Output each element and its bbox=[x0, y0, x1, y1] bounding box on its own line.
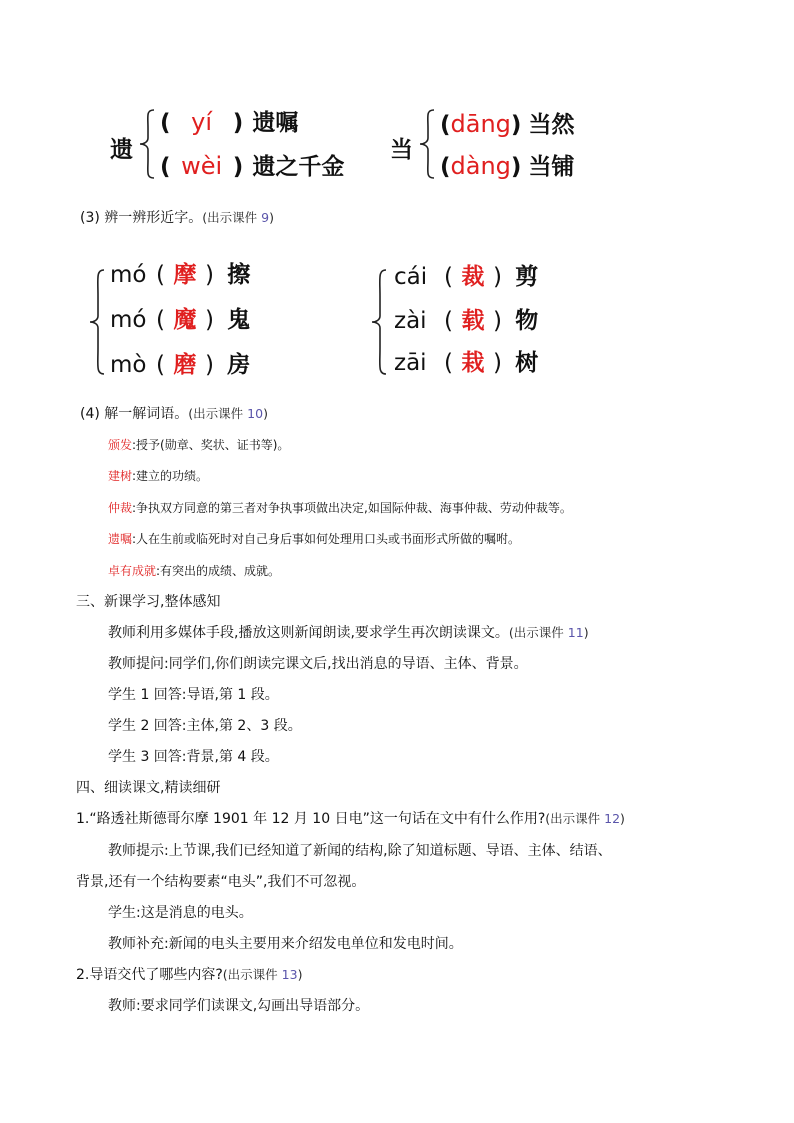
q2-line: 教师:要求同学们读课文,勾画出导语部分。 bbox=[108, 998, 370, 1014]
similar-char-row: zāi ( 栽 ) 树 bbox=[394, 350, 539, 376]
polyphone-row: ( wèi ) 遗之千金 bbox=[160, 152, 345, 180]
q1-line: 教师补充:新闻的电头主要用来介绍发电单位和发电时间。 bbox=[108, 936, 463, 952]
section4-heading: 四、细读课文,精读细研 bbox=[76, 780, 221, 796]
courseware-hint: (出示课件 10) bbox=[188, 406, 268, 421]
section3-line: 学生 1 回答:导语,第 1 段。 bbox=[108, 687, 279, 703]
similar-char-row: mó ( 摩 ) 擦 bbox=[110, 262, 251, 288]
question-1: 1.“路透社斯德哥尔摩 1901 年 12 月 10 日电”这一句话在文中有什么作用?(出示课件 12) bbox=[76, 811, 625, 827]
section3-line: 教师提问:同学们,你们朗读完课文后,找出消息的导语、主体、背景。 bbox=[108, 656, 528, 672]
brace-icon bbox=[88, 268, 106, 376]
courseware-hint: (出示课件 11) bbox=[508, 625, 589, 640]
section3-line: 学生 2 回答:主体,第 2、3 段。 bbox=[108, 718, 302, 734]
polyphone-row: ( yí ) 遗嘱 bbox=[160, 108, 299, 136]
polyphone-char: 遗 bbox=[110, 137, 133, 163]
q1-line: 教师提示:上节课,我们已经知道了新闻的结构,除了知道标题、导语、主体、结语、 bbox=[108, 843, 612, 859]
polyphone-row: (dāng) 当然 bbox=[440, 110, 575, 138]
polyphone-row: (dàng) 当铺 bbox=[440, 152, 575, 180]
brace-icon bbox=[370, 268, 388, 376]
q1-line: 背景,还有一个结构要素“电头”,我们不可忽视。 bbox=[76, 874, 366, 890]
similar-char-row: mò ( 磨 ) 房 bbox=[110, 352, 251, 378]
definition-item: 卓有成就:有突出的成绩、成就。 bbox=[108, 564, 281, 578]
step3-heading: (3) 辨一辨形近字。(出示课件 9) bbox=[80, 210, 274, 226]
similar-char-row: cái ( 裁 ) 剪 bbox=[394, 264, 539, 290]
q1-line: 学生:这是消息的电头。 bbox=[108, 905, 253, 921]
similar-char-row: zài ( 载 ) 物 bbox=[394, 308, 539, 334]
polyphone-char: 当 bbox=[390, 137, 413, 163]
courseware-hint: (出示课件 9) bbox=[202, 210, 274, 225]
section3-line: 教师利用多媒体手段,播放这则新闻朗读,要求学生再次朗读课文。(出示课件 11) bbox=[108, 625, 589, 641]
section3-line: 学生 3 回答:背景,第 4 段。 bbox=[108, 749, 279, 765]
courseware-hint: (出示课件 13) bbox=[222, 967, 303, 982]
section3-heading: 三、新课学习,整体感知 bbox=[76, 594, 221, 610]
definition-item: 仲裁:争执双方同意的第三者对争执事项做出决定,如国际仲裁、海事仲裁、劳动仲裁等。 bbox=[108, 501, 572, 515]
brace-icon bbox=[418, 108, 436, 180]
brace-icon bbox=[138, 108, 156, 180]
courseware-hint: (出示课件 12) bbox=[545, 811, 625, 826]
definition-item: 建树:建立的功绩。 bbox=[108, 469, 209, 483]
similar-char-row: mó ( 魔 ) 鬼 bbox=[110, 307, 251, 333]
step4-heading: (4) 解一解词语。(出示课件 10) bbox=[80, 406, 268, 422]
definition-item: 颁发:授予(勋章、奖状、证书等)。 bbox=[108, 438, 290, 452]
question-2: 2.导语交代了哪些内容?(出示课件 13) bbox=[76, 967, 303, 983]
definition-item: 遗嘱:人在生前或临死时对自己身后事如何处理用口头或书面形式所做的嘱咐。 bbox=[108, 532, 521, 546]
